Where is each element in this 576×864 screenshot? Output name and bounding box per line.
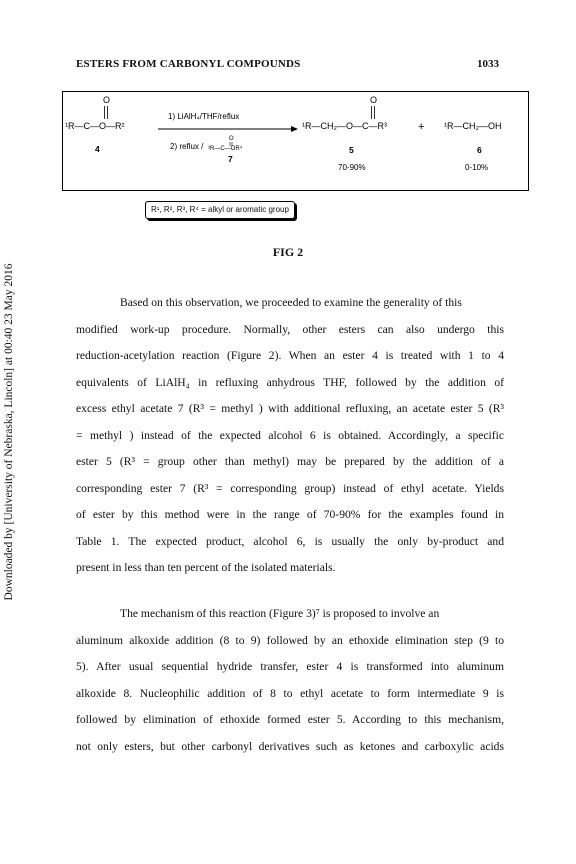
reactant-carbonyl-o: O xyxy=(103,95,111,105)
paragraph-2-line: alkoxide 8. Nucleophilic addition of 8 to ethyl acetate to form intermediate 9 is xyxy=(76,686,504,700)
substituent-legend: R¹, R², R³, R⁴ = alkyl or aromatic group xyxy=(145,201,295,219)
reaction-scheme-drawing xyxy=(63,92,528,190)
page-number: 1033 xyxy=(477,58,499,70)
paragraph-1-line: excess ethyl acetate 7 (R³ = methyl ) with additional refluxing, an acetate ester 5 (R³ xyxy=(76,402,504,415)
paragraph-1-line: of ester by this method were in the range of 70-90% for the examples found in xyxy=(76,508,504,521)
reactant-formula: ¹R—C—O—R² xyxy=(65,121,125,131)
paragraph-1-line: corresponding ester 7 (R³ = corresponding group) instead of ethyl acetate. Yields xyxy=(76,481,504,495)
paragraph-1-line: equivalents of LiAlH₄ in refluxing anhydrous THF, followed by the addition of xyxy=(76,375,504,389)
figure-caption: FIG 2 xyxy=(272,245,304,259)
paragraph-1 xyxy=(76,290,504,582)
byproduct-formula: ¹R—CH₂—OH xyxy=(444,121,502,131)
plus-sign: + xyxy=(418,121,425,133)
reaction-scheme xyxy=(62,91,529,191)
byproduct-yield: 0-10% xyxy=(465,163,489,172)
product-carbonyl-o: O xyxy=(370,95,378,105)
paragraph-2 xyxy=(76,601,504,760)
paragraph-2-line: The mechanism of this reaction (Figure 3)⁷ is proposed to involve an xyxy=(120,607,440,620)
step1-conditions: 1) LiAlH₄/THF/reflux xyxy=(168,112,240,121)
paragraph-1-line: reduction-acetylation reaction (Figure 2). When an ester 4 is treated with 1 to 4 xyxy=(76,349,504,362)
paragraph-2-line: followed by elimination of ethoxide formed ester 5. According to this mechanism, xyxy=(76,713,504,726)
paragraph-2-line: 5). After usual sequential hydride transfer, ester 4 is transformed into aluminum xyxy=(76,660,504,673)
reactant-number: 4 xyxy=(95,144,100,154)
reagent-carbonyl-o: O xyxy=(229,136,234,142)
paragraph-2-line: aluminum alkoxide addition (8 to 9) followed by an ethoxide elimination step (9 to xyxy=(76,633,504,647)
product-number: 5 xyxy=(349,145,354,155)
paragraph-1-line: Based on this observation, we proceeded to examine the generality of this xyxy=(120,296,462,309)
download-watermark xyxy=(0,0,20,864)
product-yield: 70-90% xyxy=(338,163,366,172)
reaction-arrowhead xyxy=(291,126,298,132)
running-title: ESTERS FROM CARBONYL COMPOUNDS xyxy=(76,58,301,70)
reagent-number: 7 xyxy=(228,154,233,164)
download-note: Downloaded by [University of Nebraska, Lincoln] at 00:40 23 May 2016 xyxy=(3,263,15,601)
reagent-formula: ³R—C—OR⁴ xyxy=(208,146,243,152)
paragraph-2-line: not only esters, but other carbonyl derivatives such as ketones and carboxylic acids xyxy=(76,739,504,753)
byproduct-number: 6 xyxy=(477,145,482,155)
paragraph-1-line: Table 1. The expected product, alcohol 6, is usually the only by-product and xyxy=(76,534,504,548)
paragraph-1-line: modified work-up procedure. Normally, other esters can also undergo this xyxy=(76,322,504,336)
paragraph-1-line: = methyl ) instead of the expected alcohol 6 is obtained. Accordingly, a specific xyxy=(76,428,504,442)
paragraph-1-line: ester 5 (R³ = group other than methyl) may be prepared by the addition of a xyxy=(76,455,504,468)
step2-conditions: 2) reflux / xyxy=(170,142,204,151)
paragraph-1-line: present in less than ten percent of the isolated materials. xyxy=(76,561,336,574)
product-formula: ¹R—CH₂—O—C—R³ xyxy=(302,121,387,131)
